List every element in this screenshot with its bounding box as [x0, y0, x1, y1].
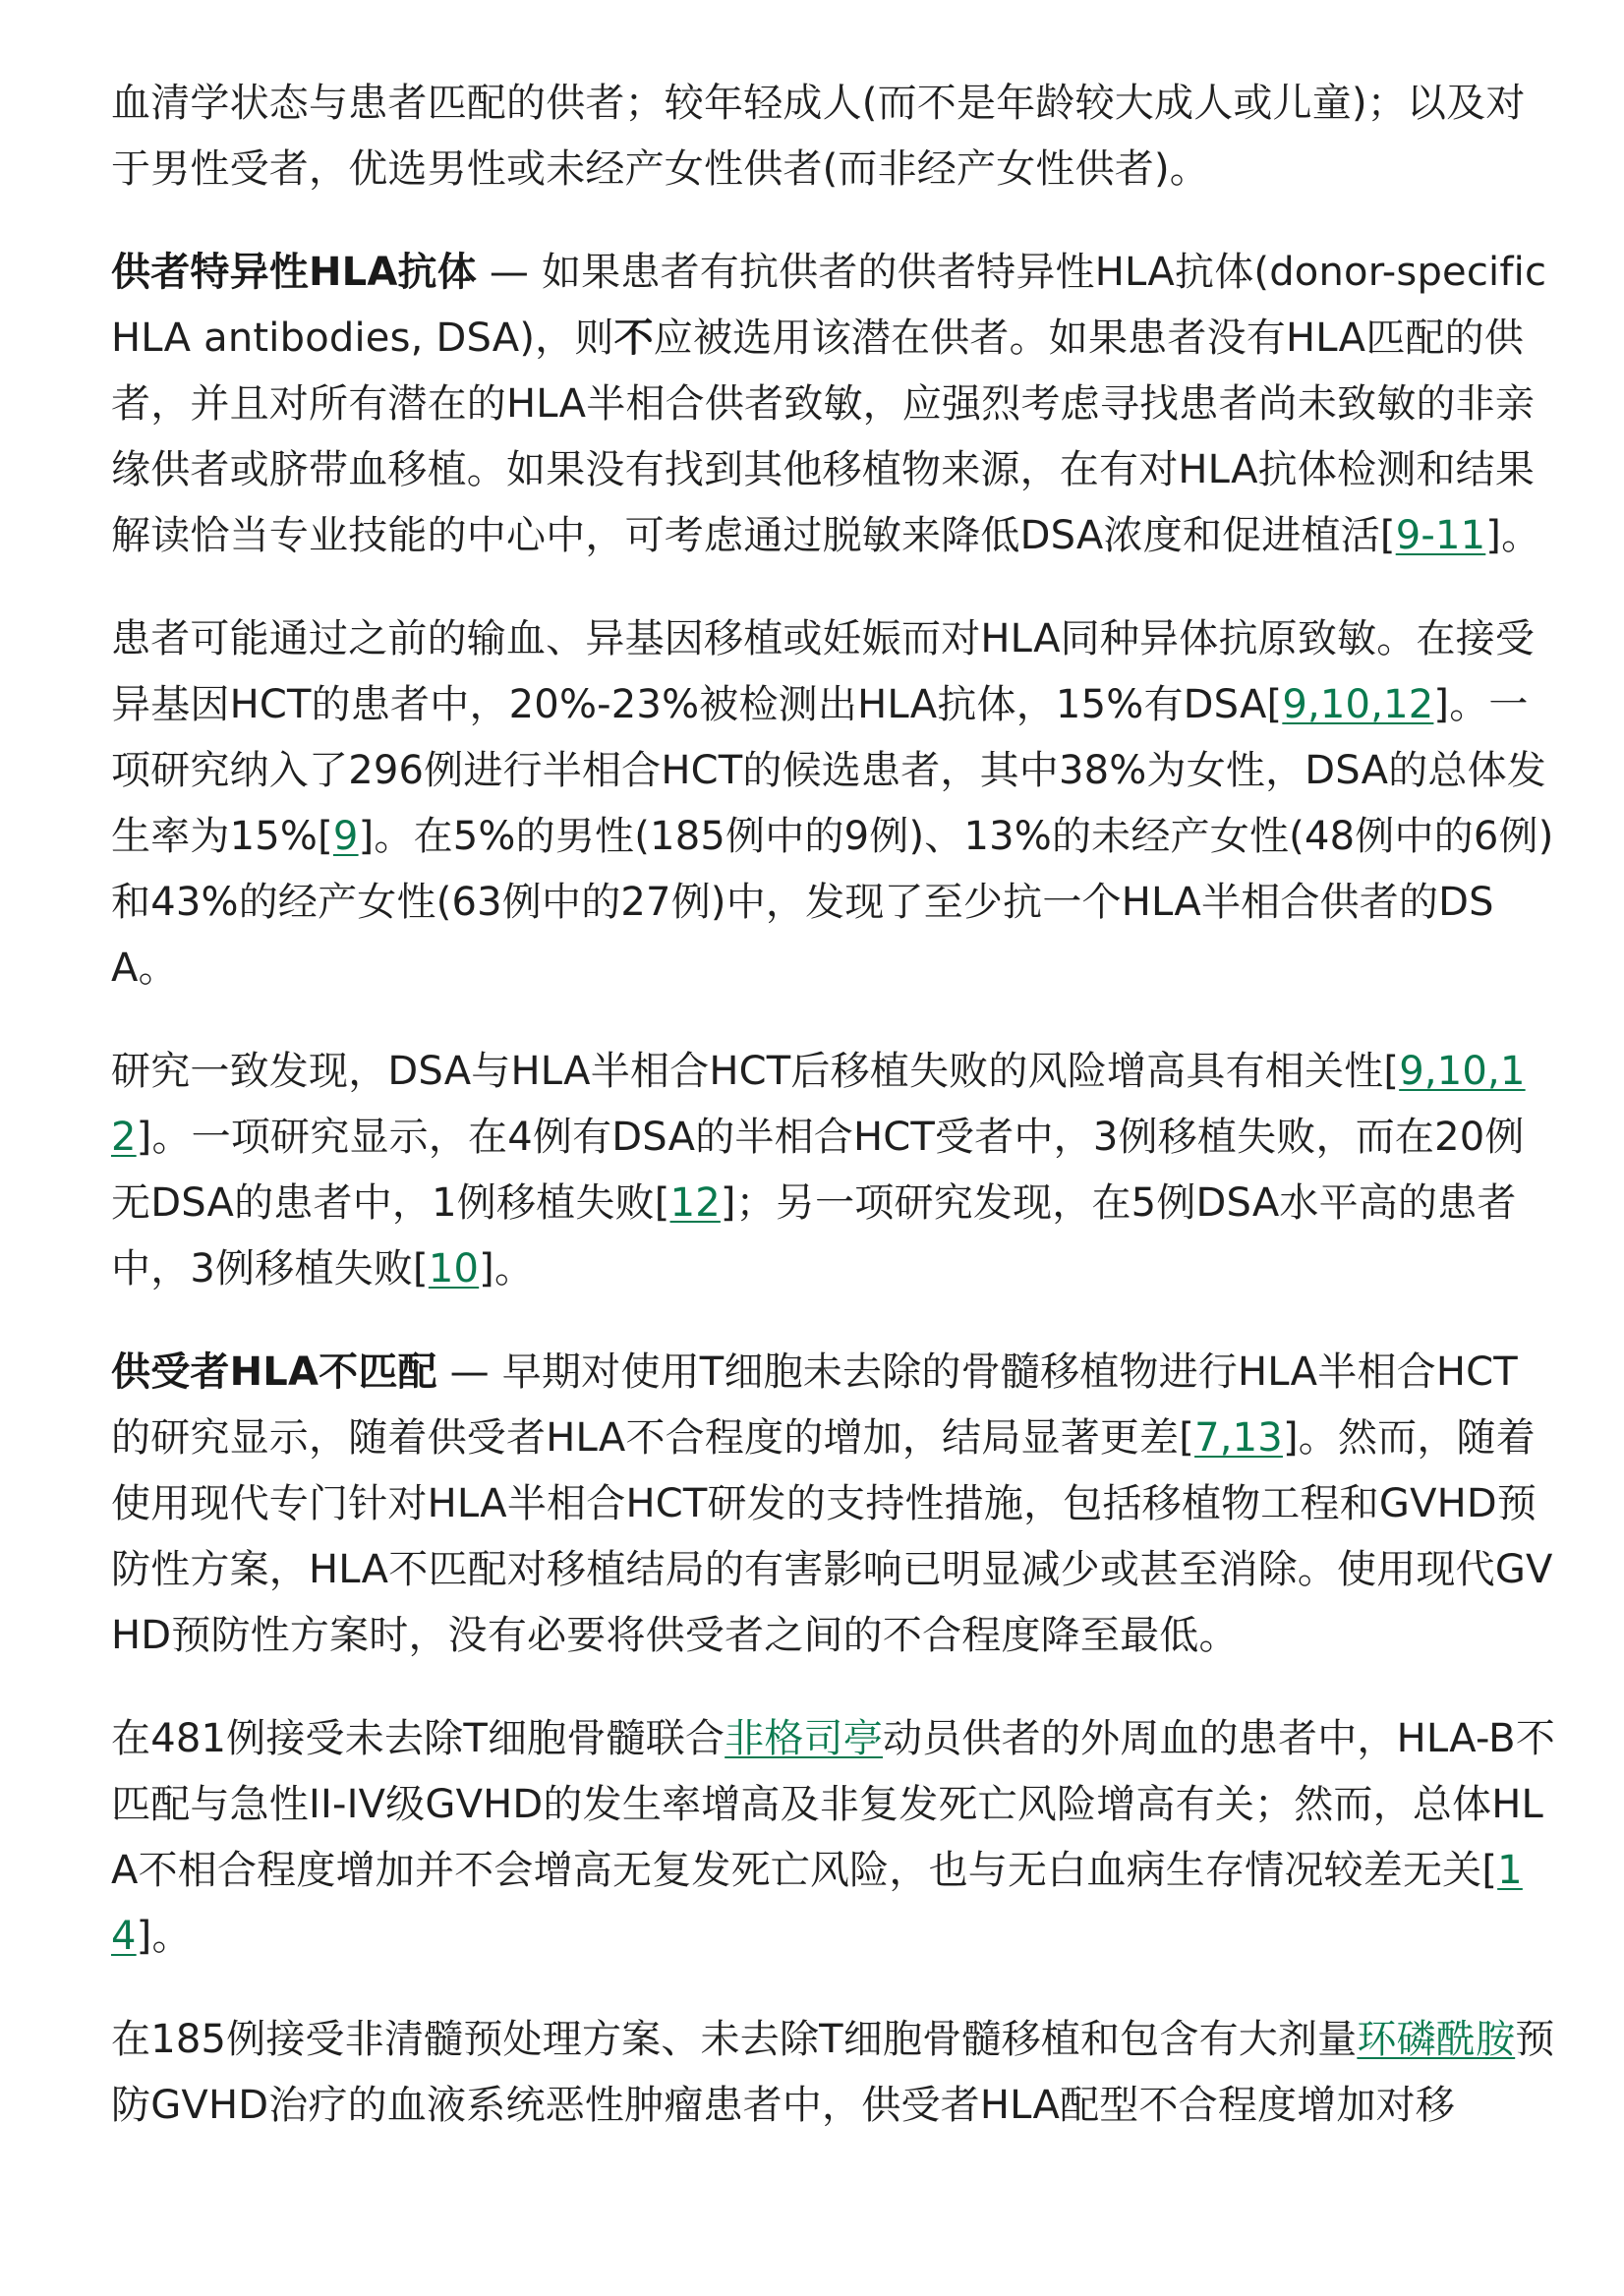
- paragraph-text: ]；另一项研究发现，在5例DSA水平高的患者中，3例移植失败[: [111, 1180, 1517, 1292]
- article-body: [111, 71, 1556, 2176]
- paragraph-cyclophosphamide-study: [111, 2007, 1556, 2139]
- reference-link[interactable]: 12: [669, 1180, 721, 1226]
- reference-link[interactable]: 10: [428, 1246, 480, 1292]
- paragraph-filgrastim-study: [111, 1706, 1556, 1970]
- paragraph-text: 应被选用该潜在供者。如果患者没有HLA匹配的供者，并且对所有潜在的HLA半相合供者致敏，应强烈考虑寻找患者尚未致敏的非亲缘供者或脐带血移植。如果没有找到其他移植物来源，在有对HLA抗体检测和结果解读恰当专业技能的中心中，可考虑通过脱敏来降低DSA浓度和促进植活[: [111, 316, 1536, 558]
- reference-link[interactable]: 9: [332, 814, 359, 859]
- paragraph-text: 患者可能通过之前的输血、异基因移植或妊娠而对HLA同种异体抗原致敏。在接受异基因HCT的患者中，20%-23%被检测出HLA抗体，15%有DSA[: [111, 616, 1536, 727]
- paragraph-text: — 如果患者有抗供者的供者特异性HLA抗体(donor-specific HLA antibodies, DSA)，则: [111, 250, 1547, 361]
- paragraph-text: ]。: [1485, 513, 1541, 558]
- reference-link[interactable]: 7,13: [1194, 1415, 1283, 1461]
- paragraph-text: — 早期对使用T细胞未去除的骨髓移植物进行HLA半相合HCT的研究显示，随着供受者HLA不合程度的增加，结局显著更差[: [111, 1349, 1518, 1461]
- paragraph-text: 动员供者的外周血的患者中，HLA-B不匹配与急性II-IV级GVHD的发生率增高及非复发死亡风险增高有关；然而，总体HLA不相合程度增加并不会增高无复发死亡风险，也与无白血病生存情况较差无关[: [111, 1716, 1556, 1893]
- drug-link-filgrastim[interactable]: 非格司亭: [725, 1716, 883, 1761]
- paragraph-text: 在185例接受非清髓预处理方案、未去除T细胞骨髓移植和包含有大剂量: [111, 2017, 1358, 2062]
- reference-link[interactable]: 9-11: [1395, 513, 1486, 558]
- paragraph-donor-specific-antibodies: [111, 240, 1556, 569]
- paragraph-text: 血清学状态与患者匹配的供者；较年轻成人(而不是年龄较大成人或儿童)；以及对于男性受者，优选男性或未经产女性供者(而非经产女性供者)。: [111, 81, 1526, 192]
- drug-link-cyclophosphamide[interactable]: 环磷酰胺: [1357, 2017, 1516, 2062]
- paragraph-donor-selection-criteria: [111, 71, 1556, 202]
- paragraph-text: ]。一项研究纳入了296例进行半相合HCT的候选患者，其中38%为女性，DSA的总体发生率为15%[: [111, 682, 1546, 859]
- section-heading-hla-mismatch: 供受者HLA不匹配: [111, 1349, 437, 1395]
- paragraph-text: 在481例接受未去除T细胞骨髓联合: [111, 1716, 725, 1761]
- emphasis-not: 不: [613, 316, 654, 361]
- paragraph-text: ]。然而，随着使用现代专门针对HLA半相合HCT研发的支持性措施，包括移植物工程和GVHD预防性方案，HLA不匹配对移植结局的有害影响已明显减少或甚至消除。使用现代GVHD预防性方案时，没有必要将供受者之间的不合程度降至最低。: [111, 1415, 1553, 1658]
- paragraph-hla-mismatch: [111, 1340, 1556, 1669]
- paragraph-graft-failure: [111, 1039, 1556, 1302]
- reference-link[interactable]: 9,10,12: [111, 1049, 1526, 1160]
- paragraph-text: ]。: [479, 1246, 535, 1292]
- paragraph-hla-sensitization: [111, 606, 1556, 1002]
- reference-link[interactable]: 9,10,12: [1282, 682, 1434, 727]
- paragraph-text: ]。一项研究显示，在4例有DSA的半相合HCT受者中，3例移植失败，而在20例无DSA的患者中，1例移植失败[: [111, 1115, 1525, 1226]
- paragraph-text: ]。: [136, 1914, 192, 1959]
- paragraph-text: ]。在5%的男性(185例中的9例)、13%的未经产女性(48例中的6例)和43%的经产女性(63例中的27例)中，发现了至少抗一个HLA半相合供者的DSA。: [111, 814, 1554, 991]
- section-heading-dsa: 供者特异性HLA抗体: [111, 250, 477, 295]
- reference-link[interactable]: 14: [111, 1848, 1523, 1959]
- paragraph-text: 研究一致发现，DSA与HLA半相合HCT后移植失败的风险增高具有相关性[: [111, 1049, 1400, 1094]
- paragraph-text: 预防GVHD治疗的血液系统恶性肿瘤患者中，供受者HLA配型不合程度增加对移: [111, 2017, 1555, 2128]
